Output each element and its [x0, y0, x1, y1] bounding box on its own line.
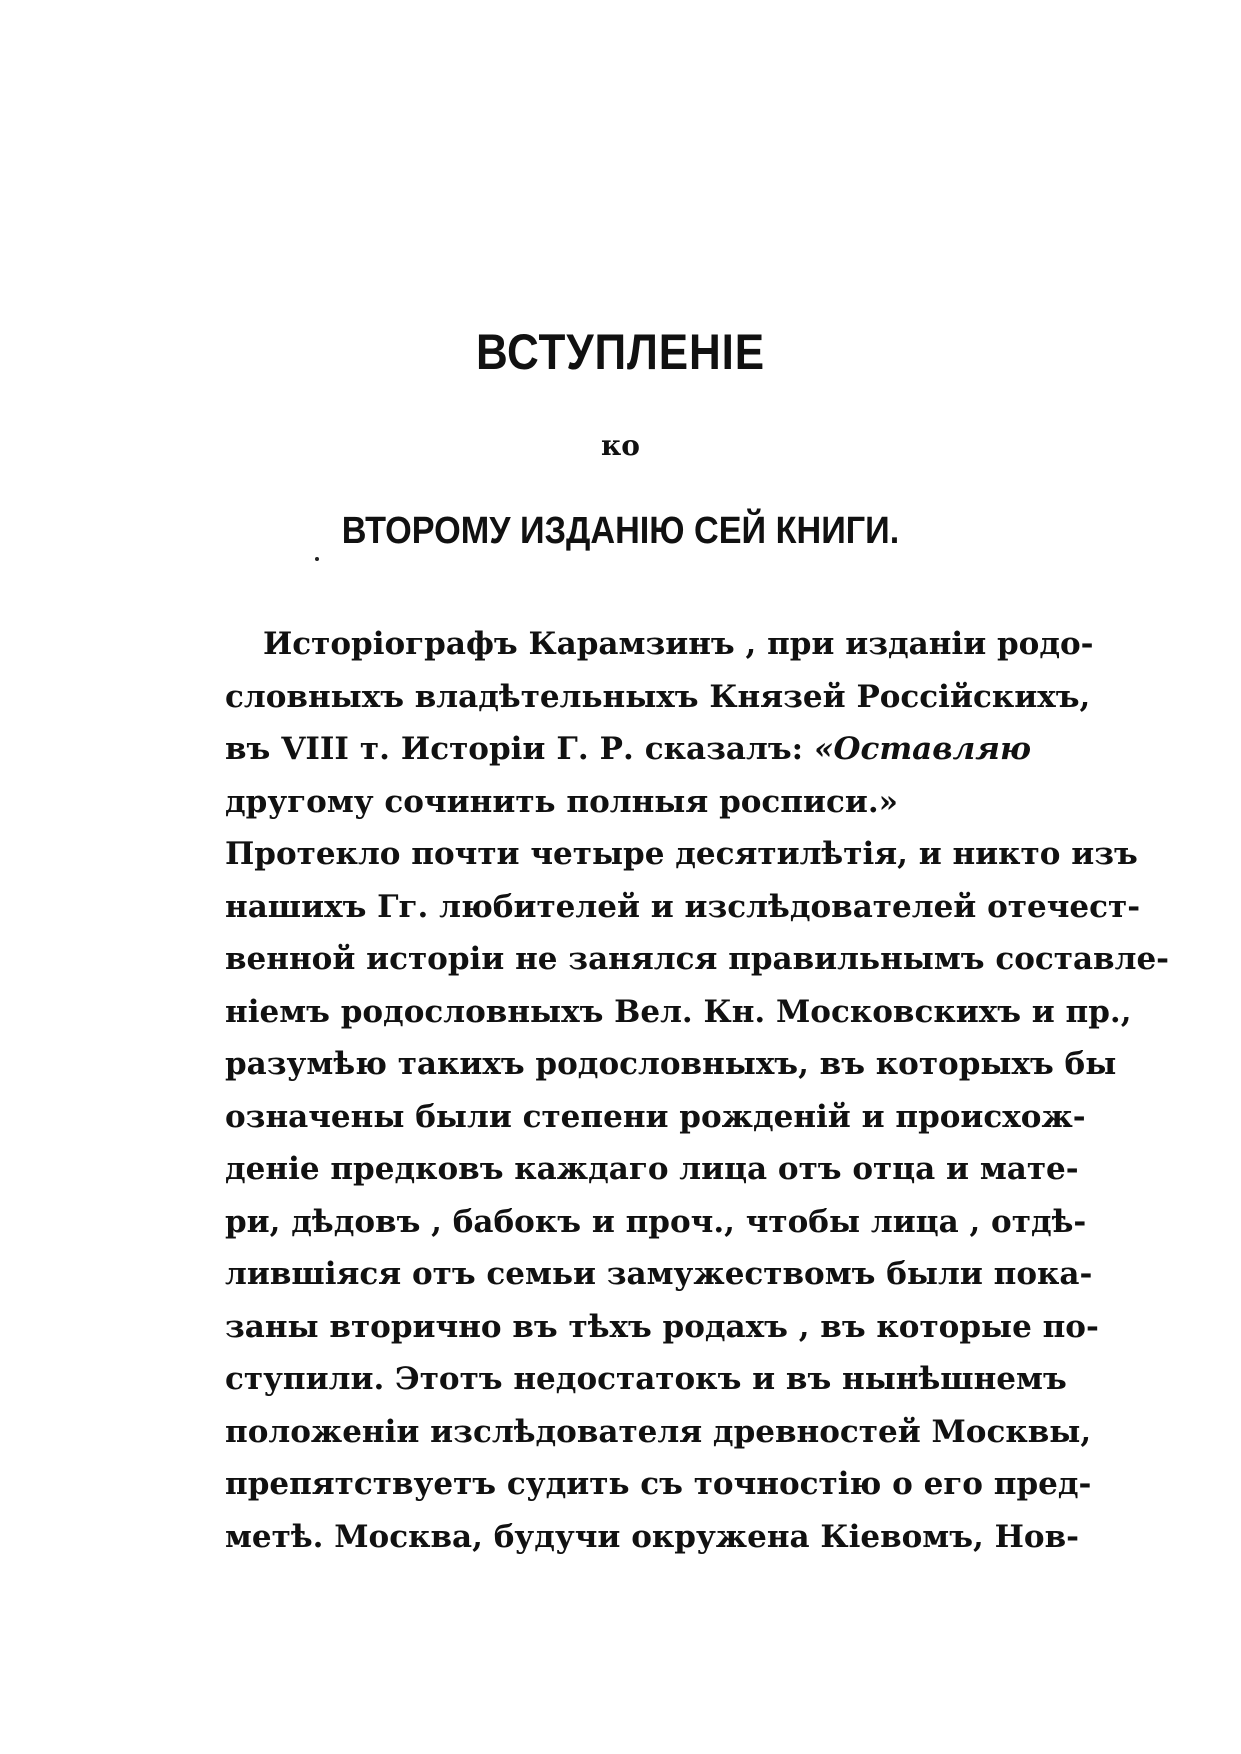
quote-start: «Оставляю: [814, 731, 1031, 767]
text-line: разумѣю такихъ родословныхъ, въ которыхъ бы: [225, 1046, 1117, 1082]
page-title: ВСТУПЛЕНІЕ: [475, 324, 766, 380]
text-line: [225, 723, 1031, 776]
text-line: заны вторично въ тѣхъ родахъ , въ которые по-: [225, 1308, 1099, 1345]
text-line: лившіяся отъ семьи замужествомъ были пока-: [225, 1256, 1093, 1292]
text-line: другому сочинить полныя росписи.»: [225, 783, 899, 820]
text-line-part: въ VIII т. Исторіи Г. Р. сказалъ:: [225, 731, 804, 767]
text-line: положеніи изслѣдователя древностей Москвы,: [225, 1413, 1092, 1450]
text-line: ри, дѣдовъ , бабокъ и проч., чтобы лица , отдѣ-: [225, 1203, 1087, 1240]
subtitle-line-1: ко: [601, 429, 640, 462]
body-text: [225, 618, 1170, 1563]
text-line: ніемъ родословныхъ Вел. Кн. Московскихъ и пр.,: [225, 993, 1132, 1030]
text-line: ступили. Этотъ недостатокъ и въ нынѣшнемъ: [225, 1361, 1067, 1397]
print-speck: [315, 557, 319, 561]
text-line: венной исторіи не занялся правильнымъ составле-: [225, 941, 1170, 977]
text-line: нашихъ Гг. любителей и изслѣдователей отечест-: [225, 888, 1141, 925]
text-line: препятствуетъ судить съ точностію о его пред-: [225, 1466, 1092, 1502]
text-line: Протекло почти четыре десятилѣтія, и никто изъ: [225, 836, 1138, 872]
text-line: Исторіографъ Карамзинъ , при изданіи родо-: [263, 626, 1094, 662]
text-line: означены были степени рожденій и происхож-: [225, 1098, 1086, 1135]
text-line: словныхъ владѣтельныхъ Князей Россійскихъ,: [225, 678, 1091, 715]
text-line: деніе предковъ каждаго лица отъ отца и мате-: [225, 1151, 1079, 1187]
text-line: метѣ. Москва, будучи окружена Кіевомъ, Нов-: [225, 1518, 1079, 1555]
subtitle-line-2: ВТОРОМУ ИЗДАНІЮ СЕЙ КНИГИ.: [341, 510, 900, 552]
